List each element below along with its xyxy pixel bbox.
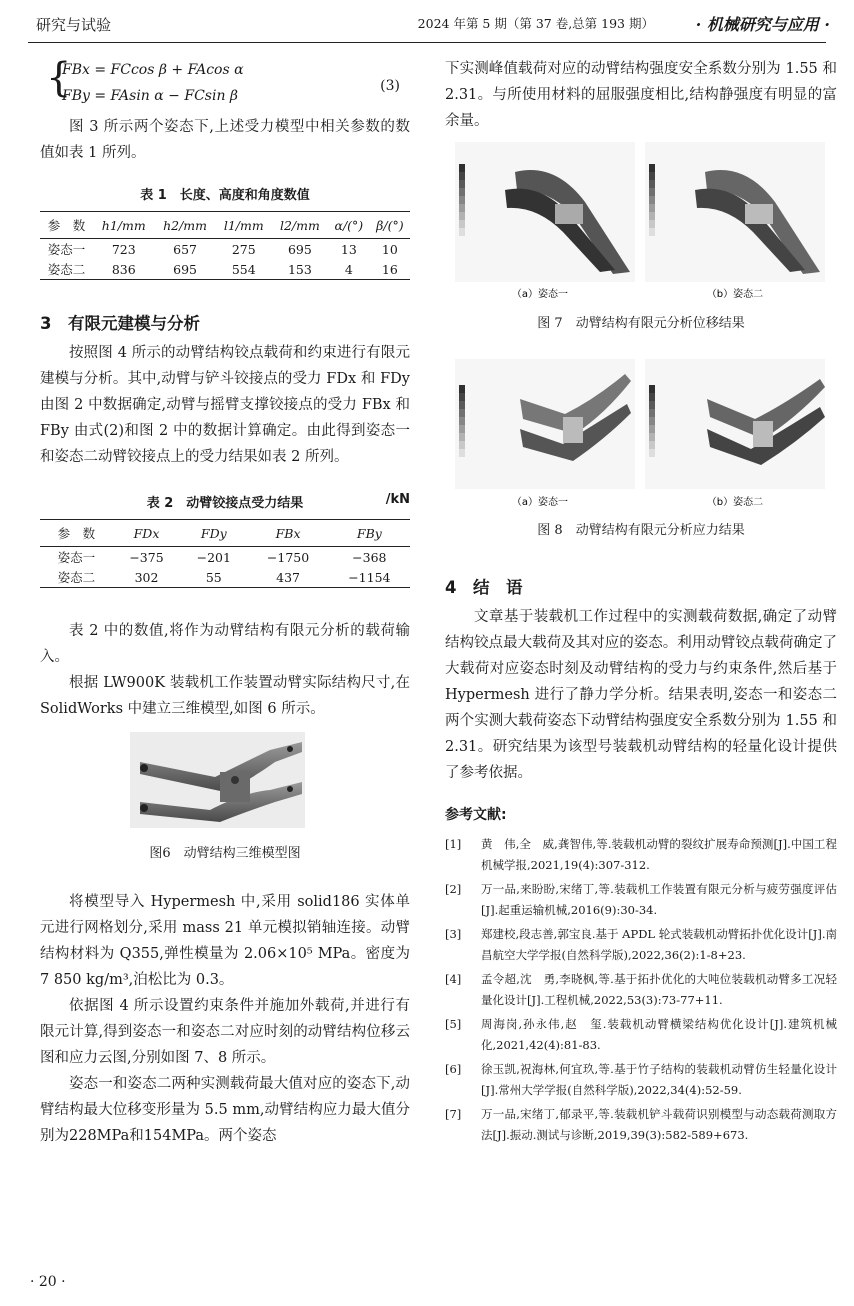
reference-text: 万一品,宋绪丁,郁录平,等.装载机铲斗载荷识别模型与动态载荷测取方法[J].振动.测试与诊断,2019,39(3):582-589+673. xyxy=(481,1107,837,1142)
table-2-caption xyxy=(40,492,410,511)
figure-8-label-a: （a）姿态一 xyxy=(511,497,569,508)
figure-7 xyxy=(445,142,837,331)
table-cell: −368 xyxy=(352,549,387,565)
figure-7-label-b: （b）姿态二 xyxy=(706,289,764,300)
paragraph: 下实测峰值载荷对应的动臂结构强度安全系数分别为 1.55 和 2.31。与所使用材料的屈服强度相比,结构静强度有明显的富余量。 xyxy=(445,61,837,129)
table-header: 参 数 xyxy=(40,212,93,239)
legend-bar-b xyxy=(649,385,655,457)
paragraph: 文章基于装载机工作过程中的实测载荷数据,确定了动臂结构铰点最大载荷及其对应的姿态。利用动臂铰点载荷确定了大载荷对应姿态时刻及动臂结构的受力与约束条件,然后基于 Hypermesh 进行了静力学分析。结果表明,姿态一和姿态二两个实测大载荷姿态下动臂结构强度安全系数分别为 1.55 和 2.31。研究结果为该型号装载机动臂结构的轻量化设计提供了参考依据。 xyxy=(445,609,837,781)
table-header: FDy xyxy=(180,520,247,547)
reference-text: 郑建校,段志善,郭宝良.基于 APDL 轮式装载机动臂拓扑优化设计[J].南昌航空大学学报(自然科学版),2022,36(2):1-8+23. xyxy=(481,927,837,962)
paragraph: 姿态一和姿态二两种实测载荷最大值对应的姿态下,动臂结构最大位移变形量为 5.5 mm,动臂结构应力最大值分别为228MPa和154MPa。两个姿态 xyxy=(40,1076,410,1144)
table-cell: 302 xyxy=(113,567,180,588)
paragraph: 按照图 4 所示的动臂结构铰点载荷和约束进行有限元建模与分析。其中,动臂与铲斗铰接点的受力 FDx 和 FDy 由图 2 中数据确定,动臂与摇臂支撑铰接点的受力 FBx 和 FBy 由式(2)和图 2 中的数据计算确定。由此得到姿态一和姿态二动臂铰接点上的受力结果如表 2 所列。 xyxy=(40,345,410,465)
reference-number: [3] xyxy=(445,927,462,941)
figure-8-label-b: （b）姿态二 xyxy=(706,497,764,508)
figure-7-caption: 图 7 动臂结构有限元分析位移结果 xyxy=(537,316,745,331)
figure-6-caption: 图6 动臂结构三维模型图 xyxy=(149,846,301,861)
table-header: l1/mm xyxy=(216,212,272,239)
equation-number: (3) xyxy=(380,78,400,94)
reference-item xyxy=(445,969,837,1011)
table-1-caption: 表 1 长度、高度和角度数值 xyxy=(140,188,310,203)
table-header: FDx xyxy=(113,520,180,547)
table-cell: 4 xyxy=(328,259,370,280)
reference-number: [5] xyxy=(445,1017,462,1031)
table-2-unit: /kN xyxy=(385,492,410,507)
header-rule xyxy=(28,42,826,43)
table-cell: 437 xyxy=(247,567,328,588)
table-cell: 836 xyxy=(93,259,154,280)
table-header: α/(°) xyxy=(328,212,370,239)
table-cell: 55 xyxy=(180,567,247,588)
section-4-heading: 4 结 语 xyxy=(445,578,523,597)
paragraph: 将模型导入 Hypermesh 中,采用 solid186 实体单元进行网格划分,采用 mass 21 单元模拟销轴连接。动臂结构材料为 Q355,弹性模量为 2.06×10⁵ MPa。密度为 7 850 kg/m³,泊松比为 0.3。 xyxy=(40,894,410,988)
table-header: β/(°) xyxy=(370,212,410,239)
table-cell: −1750 xyxy=(266,549,310,565)
reference-number: [6] xyxy=(445,1062,462,1076)
legend-bar-a xyxy=(459,385,465,457)
legend-bar-b xyxy=(649,164,655,236)
reference-item xyxy=(445,1059,837,1101)
header-journal: · 机械研究与应用 · xyxy=(695,15,830,34)
reference-item xyxy=(445,1014,837,1056)
table-cell: 16 xyxy=(370,259,410,280)
equation-line-2: FBy = FAsin α − FCsin β xyxy=(62,88,239,104)
table-header: l2/mm xyxy=(272,212,328,239)
paragraph: 依据图 4 所示设置约束条件并施加外载荷,并进行有限元计算,得到姿态一和姿态二对应时刻的动臂结构位移云图和应力云图,分别如图 7、8 所示。 xyxy=(40,998,410,1066)
table-2-title: 表 2 动臂铰接点受力结果 xyxy=(146,496,304,511)
table-cell: 695 xyxy=(154,259,215,280)
right-column xyxy=(445,56,837,1149)
table-cell: 姿态一 xyxy=(57,550,96,565)
table-2 xyxy=(40,519,410,588)
page-header xyxy=(0,0,854,40)
references-heading: 参考文献: xyxy=(445,807,507,823)
figure-8-caption: 图 8 动臂结构有限元分析应力结果 xyxy=(537,523,745,538)
reference-number: [2] xyxy=(445,882,462,896)
page-number: · 20 · xyxy=(30,1274,66,1290)
table-cell: 554 xyxy=(216,259,272,280)
table-cell: −1154 xyxy=(329,567,410,588)
figure-8 xyxy=(445,359,837,538)
reference-item xyxy=(445,924,837,966)
reference-text: 徐玉凯,祝海林,何宜玖,等.基于竹子结构的装载机动臂仿生轻量化设计[J].常州大学学报(自然科学版),2022,34(4):52-59. xyxy=(481,1062,837,1097)
table-cell: −201 xyxy=(196,549,231,565)
equation-brace: { xyxy=(46,55,72,101)
table-1 xyxy=(40,211,410,280)
reference-list xyxy=(445,834,837,1146)
section-3-heading: 3 有限元建模与分析 xyxy=(40,314,200,333)
table-cell: 723 xyxy=(111,241,136,257)
reference-text: 万一品,来盼盼,宋绪丁,等.装载机工作装置有限元分析与疲劳强度评估[J].起重运输机械,2016(9):30-34. xyxy=(481,882,837,917)
reference-text: 孟令超,沈 勇,李晓枫,等.基于拓扑优化的大吨位装载机动臂多工况轻量化设计[J].工程机械,2022,53(3):73-77+11. xyxy=(481,972,837,1007)
table-header: 参 数 xyxy=(40,520,113,547)
reference-number: [7] xyxy=(445,1107,462,1121)
table-cell: 10 xyxy=(381,241,398,257)
boom-3d-model-image xyxy=(40,732,410,832)
table-header: FBx xyxy=(247,520,328,547)
equation-3 xyxy=(40,56,410,114)
reference-item xyxy=(445,879,837,921)
table-row xyxy=(40,547,410,568)
table-row xyxy=(40,259,410,280)
table-cell: 657 xyxy=(173,241,197,257)
header-issue: 2024 年第 5 期（第 37 卷,总第 193 期） xyxy=(417,16,654,31)
displacement-contour-images xyxy=(445,142,837,302)
table-cell: 695 xyxy=(287,241,312,257)
table-cell: 姿态一 xyxy=(47,242,86,257)
table-cell: −375 xyxy=(129,549,164,565)
paragraph: 表 2 中的数值,将作为动臂结构有限元分析的载荷输入。 xyxy=(40,623,410,665)
table-header: FBy xyxy=(329,520,410,547)
paragraph: 根据 LW900K 装载机工作装置动臂实际结构尺寸,在 SolidWorks 中建立三维模型,如图 6 所示。 xyxy=(40,675,410,717)
stress-contour-images xyxy=(445,359,837,509)
figure-7-label-a: （a）姿态一 xyxy=(511,289,569,300)
paragraph: 图 3 所示两个姿态下,上述受力模型中相关参数的数值如表 1 所列。 xyxy=(40,119,410,161)
left-column xyxy=(40,56,410,1149)
equation-line-1: FBx = FCcos β + FAcos α xyxy=(62,62,244,78)
table-row xyxy=(40,567,410,588)
table-cell: 13 xyxy=(340,241,357,257)
legend-bar-a xyxy=(459,164,465,236)
table-cell: 姿态二 xyxy=(40,259,93,280)
reference-text: 周海岗,孙永伟,赵 玺.装载机动臂横梁结构优化设计[J].建筑机械化,2021,42(4):81-83. xyxy=(481,1017,837,1052)
table-cell: 275 xyxy=(231,241,256,257)
table-header: h1/mm xyxy=(93,212,154,239)
reference-item xyxy=(445,834,837,876)
table-cell: 153 xyxy=(272,259,328,280)
table-cell: 姿态二 xyxy=(40,567,113,588)
figure-6 xyxy=(40,732,410,861)
header-section: 研究与试验 xyxy=(36,16,112,34)
table-header: h2/mm xyxy=(154,212,215,239)
reference-number: [4] xyxy=(445,972,462,986)
reference-text: 黄 伟,全 威,龚智伟,等.装载机动臂的裂纹扩展寿命预测[J].中国工程机械学报,2021,19(4):307-312. xyxy=(481,837,837,872)
reference-item xyxy=(445,1104,837,1146)
reference-number: [1] xyxy=(445,837,462,851)
table-row xyxy=(40,239,410,260)
